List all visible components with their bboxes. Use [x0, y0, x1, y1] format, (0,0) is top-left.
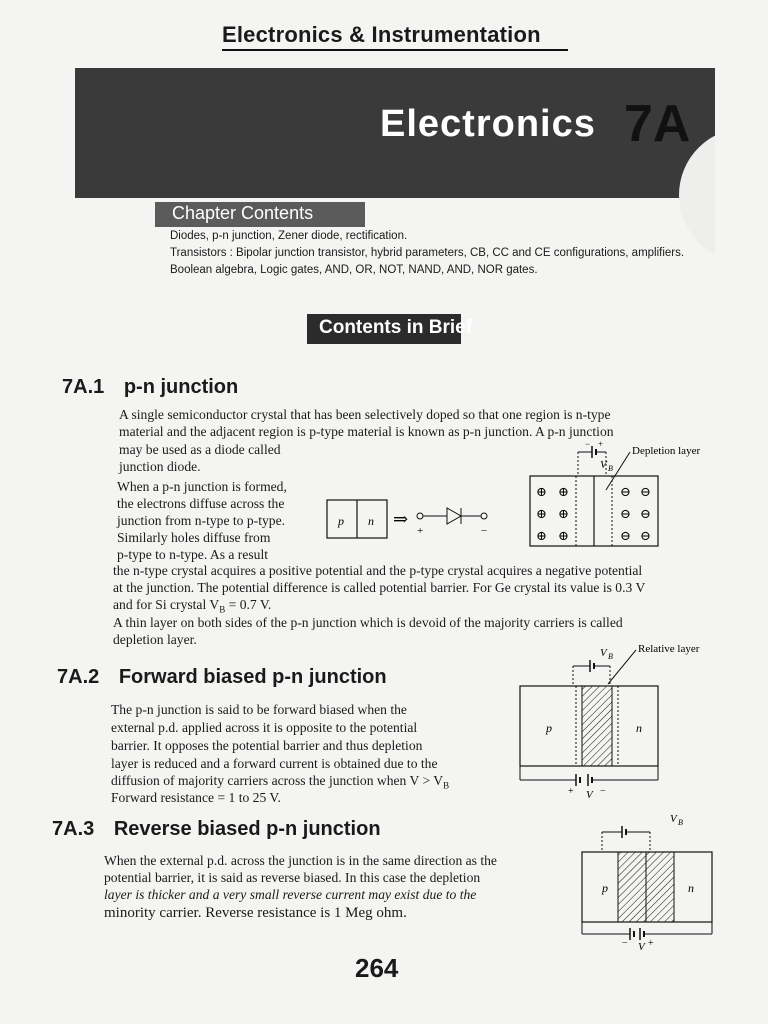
paragraph-line: When the external p.d. across the junction is in the same direction as the: [104, 853, 497, 868]
p-label: p: [546, 721, 552, 735]
pos-charge: ⊕: [536, 506, 547, 521]
vb-label: V: [670, 813, 677, 825]
n-label: n: [368, 514, 374, 528]
running-header: Electronics & Instrumentation: [222, 22, 541, 47]
text-run: = 0.7 V.: [228, 597, 272, 612]
forward-bias-diagram: [518, 640, 718, 800]
pos-charge: ⊕: [536, 484, 547, 499]
minus-sign: −: [622, 938, 628, 949]
section-number: 7A.2: [57, 666, 100, 688]
section-heading: [62, 376, 238, 399]
paragraph-line: external p.d. applied across it is opposite to the potential: [111, 720, 418, 735]
paragraph-line: the n-type crystal acquires a positive potential and the p-type crystal acquires a negative potential: [113, 563, 643, 578]
paragraph-line: The p-n junction is said to be forward biased when the: [111, 702, 407, 717]
neg-charge: ⊖: [640, 506, 651, 521]
paragraph-line: [113, 597, 271, 615]
section-heading: [57, 666, 387, 689]
paragraph-line: material and the adjacent region is p-type material is known as p-n junction. A p-n junction: [119, 424, 614, 439]
chapter-contents-item: Diodes, p-n junction, Zener diode, rectification.: [170, 230, 408, 242]
section-title: p-n junction: [123, 376, 239, 398]
v-label: V: [586, 789, 593, 800]
paragraph-line: When a p-n junction is formed,: [117, 479, 287, 494]
plus-sign: +: [648, 938, 654, 949]
depletion-layer-label: Depletion layer: [632, 445, 701, 457]
paragraph-line: the electrons diffuse across the: [117, 496, 285, 511]
vb-subscript: B: [678, 818, 683, 827]
depletion-layer-diagram: [528, 438, 728, 550]
page-number: 264: [355, 953, 399, 983]
subscript: B: [219, 604, 226, 615]
pn-to-diode-diagram: [325, 494, 500, 546]
relative-layer-label: Relative layer: [638, 643, 700, 655]
terminal: [417, 513, 423, 519]
minus-sign: −: [481, 525, 488, 537]
reverse-bias-diagram: [578, 810, 718, 952]
pos-charge: ⊕: [558, 528, 569, 543]
vb-label: V: [600, 459, 607, 471]
v-label: V: [638, 941, 645, 952]
chapter-title: Electronics: [380, 103, 596, 145]
neg-charge: ⊖: [640, 528, 651, 543]
section-title: Reverse biased p-n junction: [113, 818, 381, 840]
paragraph-line: Forward resistance = 1 to 25 V.: [111, 790, 281, 805]
neg-charge: ⊖: [620, 506, 631, 521]
paragraph-line: junction from n-type to p-type.: [117, 513, 285, 528]
diode-icon: [447, 508, 461, 524]
chapter-number: 7A: [624, 95, 691, 153]
section-heading: [52, 818, 381, 841]
paragraph-line: potential barrier, it is said as reverse biased. In this case the depletion: [104, 870, 481, 885]
text-run: and for Si crystal V: [113, 597, 220, 612]
chapter-contents-item: Boolean algebra, Logic gates, AND, OR, NOT, NAND, AND, NOR gates.: [170, 264, 538, 276]
p-label: p: [338, 514, 344, 528]
n-label: n: [688, 881, 694, 895]
paragraph-line: may be used as a diode called: [119, 442, 281, 457]
section-title: Forward biased p-n junction: [118, 666, 387, 688]
paragraph-line: A single semiconductor crystal that has been selectively doped so that one region is n-type: [119, 407, 611, 422]
text-run: diffusion of majority carriers across the junction when V > V: [111, 773, 444, 788]
subscript: B: [443, 780, 450, 791]
n-label: n: [636, 721, 642, 735]
neg-charge: ⊖: [620, 484, 631, 499]
contents-in-brief-label: Contents in Brief: [319, 317, 473, 338]
neg-charge: ⊖: [640, 484, 651, 499]
paragraph-line: layer is thicker and a very small reverse current may exist due to the: [104, 887, 477, 902]
minus-sign: −: [600, 786, 606, 797]
header-rule: [222, 49, 568, 51]
paragraph-line: p-type to n-type. As a result: [117, 547, 269, 562]
plus-sign: +: [417, 525, 424, 537]
paragraph-line: junction diode.: [119, 459, 201, 474]
section-number: 7A.1: [62, 376, 105, 398]
pos-charge: ⊕: [558, 506, 569, 521]
paragraph-line: A thin layer on both sides of the p-n junction which is devoid of the majority carriers is called: [113, 615, 623, 630]
p-label: p: [602, 881, 608, 895]
vb-subscript: B: [608, 464, 613, 473]
paragraph-line: layer is reduced and a forward current is obtained due to the: [111, 756, 438, 771]
section-number: 7A.3: [52, 818, 95, 840]
paragraph-line: at the junction. The potential difference is called potential barrier. For Ge crystal its value is 0.3 V: [113, 580, 646, 595]
pos-charge: ⊕: [558, 484, 569, 499]
chapter-contents-item: Transistors : Bipolar junction transistor, hybrid parameters, CB, CC and CE configurations, amplifiers.: [170, 247, 685, 259]
paragraph-line: Similarly holes diffuse from: [117, 530, 271, 545]
chapter-contents-label: Chapter Contents: [172, 203, 314, 223]
depletion-region: [582, 686, 612, 766]
paragraph-line: depletion layer.: [113, 632, 197, 647]
vb-label: V: [600, 647, 607, 659]
pos-charge: ⊕: [536, 528, 547, 543]
terminal: [481, 513, 487, 519]
arrow-symbol: ⇒: [393, 509, 409, 529]
paragraph-line: minority carrier. Reverse resistance is 1 Meg ohm.: [104, 905, 407, 921]
vb-subscript: B: [608, 652, 613, 661]
paragraph-line: [111, 773, 449, 791]
plus-sign: +: [598, 439, 604, 449]
neg-charge: ⊖: [620, 528, 631, 543]
minus-sign: −: [585, 439, 591, 449]
plus-sign: +: [568, 786, 574, 797]
paragraph-line: barrier. It opposes the potential barrier and thus depletion: [111, 738, 423, 753]
